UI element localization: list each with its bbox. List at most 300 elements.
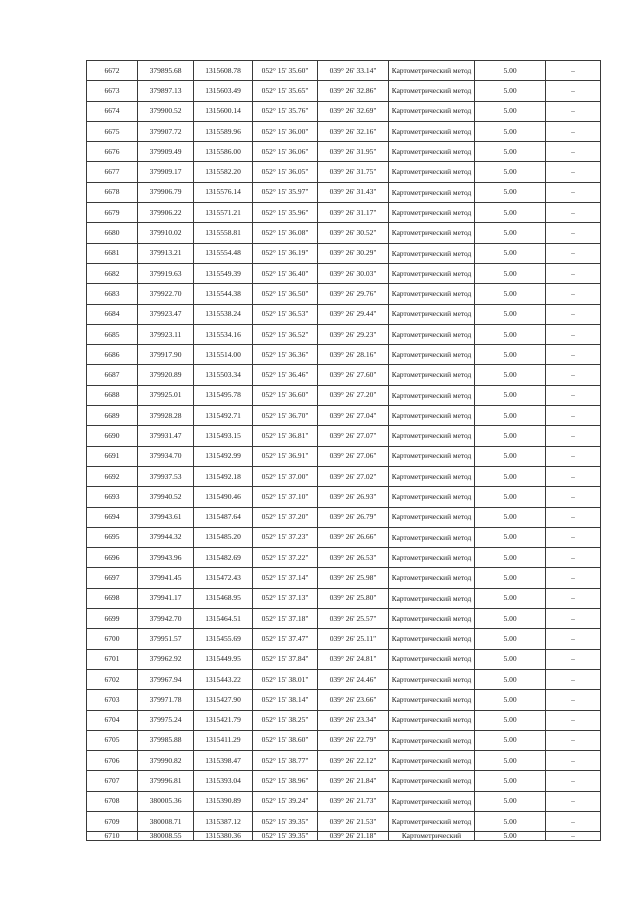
method-cell: Картометрический метод: [389, 406, 475, 426]
x-coordinate-cell: 379967.94: [138, 669, 194, 689]
x-coordinate-cell: 380008.55: [138, 832, 194, 841]
method-cell: Картометрический метод: [389, 263, 475, 283]
coordinates-table: [86, 60, 601, 841]
y-coordinate-cell: 1315390.89: [194, 791, 253, 811]
method-cell: Картометрический метод: [389, 121, 475, 141]
table-row: [87, 142, 601, 162]
point-number-cell: 6692: [87, 466, 138, 486]
latitude-cell: 052° 15' 39.35": [253, 811, 318, 831]
x-coordinate-cell: 379962.92: [138, 649, 194, 669]
accuracy-cell: 5.00: [475, 730, 546, 750]
x-coordinate-cell: 379971.78: [138, 690, 194, 710]
note-cell: –: [546, 101, 601, 121]
note-cell: –: [546, 609, 601, 629]
method-cell: Картометрический метод: [389, 649, 475, 669]
latitude-cell: 052° 15' 36.36": [253, 345, 318, 365]
y-coordinate-cell: 1315549.39: [194, 263, 253, 283]
point-number-cell: 6696: [87, 548, 138, 568]
table-row: [87, 426, 601, 446]
latitude-cell: 052° 15' 36.08": [253, 223, 318, 243]
note-cell: –: [546, 649, 601, 669]
accuracy-cell: 5.00: [475, 121, 546, 141]
latitude-cell: 052° 15' 38.96": [253, 771, 318, 791]
table-row: [87, 466, 601, 486]
x-coordinate-cell: 379900.52: [138, 101, 194, 121]
latitude-cell: 052° 15' 37.47": [253, 629, 318, 649]
latitude-cell: 052° 15' 36.05": [253, 162, 318, 182]
note-cell: –: [546, 669, 601, 689]
y-coordinate-cell: 1315393.04: [194, 771, 253, 791]
method-cell: Картометрический метод: [389, 771, 475, 791]
method-cell: Картометрический метод: [389, 182, 475, 202]
accuracy-cell: 5.00: [475, 487, 546, 507]
longitude-cell: 039° 26' 30.52": [318, 223, 389, 243]
longitude-cell: 039° 26' 31.95": [318, 142, 389, 162]
table-row: [87, 609, 601, 629]
table-row: [87, 527, 601, 547]
longitude-cell: 039° 26' 25.80": [318, 588, 389, 608]
point-number-cell: 6706: [87, 751, 138, 771]
y-coordinate-cell: 1315464.51: [194, 609, 253, 629]
y-coordinate-cell: 1315398.47: [194, 751, 253, 771]
x-coordinate-cell: 379910.02: [138, 223, 194, 243]
table-row: [87, 487, 601, 507]
accuracy-cell: 5.00: [475, 527, 546, 547]
method-cell: Картометрический метод: [389, 487, 475, 507]
longitude-cell: 039° 26' 28.16": [318, 345, 389, 365]
note-cell: –: [546, 426, 601, 446]
x-coordinate-cell: 379897.13: [138, 81, 194, 101]
x-coordinate-cell: 379940.52: [138, 487, 194, 507]
note-cell: –: [546, 243, 601, 263]
latitude-cell: 052° 15' 36.50": [253, 284, 318, 304]
point-number-cell: 6680: [87, 223, 138, 243]
note-cell: –: [546, 730, 601, 750]
latitude-cell: 052° 15' 36.70": [253, 406, 318, 426]
point-number-cell: 6700: [87, 629, 138, 649]
point-number-cell: 6683: [87, 284, 138, 304]
note-cell: –: [546, 466, 601, 486]
latitude-cell: 052° 15' 37.84": [253, 649, 318, 669]
table-row: [87, 101, 601, 121]
x-coordinate-cell: 379917.90: [138, 345, 194, 365]
accuracy-cell: 5.00: [475, 690, 546, 710]
note-cell: –: [546, 507, 601, 527]
y-coordinate-cell: 1315514.00: [194, 345, 253, 365]
latitude-cell: 052° 15' 36.91": [253, 446, 318, 466]
accuracy-cell: 5.00: [475, 345, 546, 365]
x-coordinate-cell: 379942.70: [138, 609, 194, 629]
table-row: [87, 690, 601, 710]
longitude-cell: 039° 26' 32.69": [318, 101, 389, 121]
latitude-cell: 052° 15' 37.13": [253, 588, 318, 608]
y-coordinate-cell: 1315487.64: [194, 507, 253, 527]
accuracy-cell: 5.00: [475, 568, 546, 588]
longitude-cell: 039° 26' 21.84": [318, 771, 389, 791]
longitude-cell: 039° 26' 26.93": [318, 487, 389, 507]
x-coordinate-cell: 379923.47: [138, 304, 194, 324]
longitude-cell: 039° 26' 29.23": [318, 324, 389, 344]
table-row: [87, 263, 601, 283]
y-coordinate-cell: 1315387.12: [194, 811, 253, 831]
longitude-cell: 039° 26' 29.44": [318, 304, 389, 324]
latitude-cell: 052° 15' 38.14": [253, 690, 318, 710]
accuracy-cell: 5.00: [475, 832, 546, 841]
method-cell: Картометрический метод: [389, 609, 475, 629]
point-number-cell: 6707: [87, 771, 138, 791]
note-cell: –: [546, 263, 601, 283]
x-coordinate-cell: 380005.36: [138, 791, 194, 811]
latitude-cell: 052° 15' 36.46": [253, 365, 318, 385]
table-row: [87, 832, 601, 841]
note-cell: –: [546, 182, 601, 202]
x-coordinate-cell: 379941.45: [138, 568, 194, 588]
table-row: [87, 223, 601, 243]
point-number-cell: 6675: [87, 121, 138, 141]
accuracy-cell: 5.00: [475, 263, 546, 283]
point-number-cell: 6687: [87, 365, 138, 385]
x-coordinate-cell: 379951.57: [138, 629, 194, 649]
longitude-cell: 039° 26' 30.29": [318, 243, 389, 263]
latitude-cell: 052° 15' 36.06": [253, 142, 318, 162]
x-coordinate-cell: 379941.17: [138, 588, 194, 608]
latitude-cell: 052° 15' 35.97": [253, 182, 318, 202]
table-row: [87, 345, 601, 365]
x-coordinate-cell: 379990.82: [138, 751, 194, 771]
accuracy-cell: 5.00: [475, 751, 546, 771]
method-cell: Картометрический метод: [389, 223, 475, 243]
accuracy-cell: 5.00: [475, 162, 546, 182]
method-cell: Картометрический метод: [389, 385, 475, 405]
table-row: [87, 182, 601, 202]
table-row: [87, 649, 601, 669]
note-cell: –: [546, 61, 601, 81]
longitude-cell: 039° 26' 26.66": [318, 527, 389, 547]
table-row: [87, 243, 601, 263]
table-row: [87, 791, 601, 811]
latitude-cell: 052° 15' 37.23": [253, 527, 318, 547]
note-cell: –: [546, 345, 601, 365]
x-coordinate-cell: 379913.21: [138, 243, 194, 263]
y-coordinate-cell: 1315472.43: [194, 568, 253, 588]
longitude-cell: 039° 26' 32.86": [318, 81, 389, 101]
longitude-cell: 039° 26' 27.60": [318, 365, 389, 385]
point-number-cell: 6698: [87, 588, 138, 608]
method-cell: Картометрический метод: [389, 101, 475, 121]
latitude-cell: 052° 15' 37.22": [253, 548, 318, 568]
y-coordinate-cell: 1315468.95: [194, 588, 253, 608]
x-coordinate-cell: 379937.53: [138, 466, 194, 486]
point-number-cell: 6676: [87, 142, 138, 162]
note-cell: –: [546, 811, 601, 831]
table-row: [87, 162, 601, 182]
accuracy-cell: 5.00: [475, 365, 546, 385]
accuracy-cell: 5.00: [475, 466, 546, 486]
table-row: [87, 507, 601, 527]
note-cell: –: [546, 385, 601, 405]
longitude-cell: 039° 26' 26.53": [318, 548, 389, 568]
point-number-cell: 6697: [87, 568, 138, 588]
note-cell: –: [546, 142, 601, 162]
accuracy-cell: 5.00: [475, 649, 546, 669]
point-number-cell: 6672: [87, 61, 138, 81]
note-cell: –: [546, 284, 601, 304]
y-coordinate-cell: 1315427.90: [194, 690, 253, 710]
method-cell: Картометрический метод: [389, 466, 475, 486]
longitude-cell: 039° 26' 21.73": [318, 791, 389, 811]
latitude-cell: 052° 15' 37.14": [253, 568, 318, 588]
longitude-cell: 039° 26' 27.06": [318, 446, 389, 466]
x-coordinate-cell: 379920.89: [138, 365, 194, 385]
accuracy-cell: 5.00: [475, 710, 546, 730]
accuracy-cell: 5.00: [475, 791, 546, 811]
latitude-cell: 052° 15' 36.40": [253, 263, 318, 283]
table-row: [87, 365, 601, 385]
latitude-cell: 052° 15' 37.20": [253, 507, 318, 527]
note-cell: –: [546, 527, 601, 547]
longitude-cell: 039° 26' 25.57": [318, 609, 389, 629]
point-number-cell: 6694: [87, 507, 138, 527]
y-coordinate-cell: 1315455.69: [194, 629, 253, 649]
note-cell: –: [546, 162, 601, 182]
method-cell: Картометрический метод: [389, 426, 475, 446]
y-coordinate-cell: 1315608.78: [194, 61, 253, 81]
point-number-cell: 6684: [87, 304, 138, 324]
longitude-cell: 039° 26' 23.66": [318, 690, 389, 710]
table-row: [87, 61, 601, 81]
method-cell: Картометрический метод: [389, 751, 475, 771]
point-number-cell: 6673: [87, 81, 138, 101]
longitude-cell: 039° 26' 26.79": [318, 507, 389, 527]
y-coordinate-cell: 1315558.81: [194, 223, 253, 243]
latitude-cell: 052° 15' 38.77": [253, 751, 318, 771]
note-cell: –: [546, 487, 601, 507]
note-cell: –: [546, 771, 601, 791]
table-row: [87, 304, 601, 324]
accuracy-cell: 5.00: [475, 771, 546, 791]
latitude-cell: 052° 15' 35.96": [253, 203, 318, 223]
longitude-cell: 039° 26' 25.98": [318, 568, 389, 588]
y-coordinate-cell: 1315492.71: [194, 406, 253, 426]
latitude-cell: 052° 15' 37.18": [253, 609, 318, 629]
y-coordinate-cell: 1315554.48: [194, 243, 253, 263]
y-coordinate-cell: 1315503.34: [194, 365, 253, 385]
longitude-cell: 039° 26' 31.75": [318, 162, 389, 182]
note-cell: –: [546, 568, 601, 588]
longitude-cell: 039° 26' 25.11": [318, 629, 389, 649]
longitude-cell: 039° 26' 21.53": [318, 811, 389, 831]
latitude-cell: 052° 15' 35.65": [253, 81, 318, 101]
latitude-cell: 052° 15' 35.76": [253, 101, 318, 121]
point-number-cell: 6701: [87, 649, 138, 669]
accuracy-cell: 5.00: [475, 284, 546, 304]
table-row: [87, 406, 601, 426]
y-coordinate-cell: 1315576.14: [194, 182, 253, 202]
point-number-cell: 6693: [87, 487, 138, 507]
point-number-cell: 6688: [87, 385, 138, 405]
note-cell: –: [546, 629, 601, 649]
longitude-cell: 039° 26' 30.03": [318, 263, 389, 283]
y-coordinate-cell: 1315449.95: [194, 649, 253, 669]
latitude-cell: 052° 15' 39.35": [253, 832, 318, 841]
table-row: [87, 568, 601, 588]
accuracy-cell: 5.00: [475, 609, 546, 629]
longitude-cell: 039° 26' 27.07": [318, 426, 389, 446]
method-cell: Картометрический метод: [389, 81, 475, 101]
latitude-cell: 052° 15' 36.53": [253, 304, 318, 324]
point-number-cell: 6682: [87, 263, 138, 283]
note-cell: –: [546, 203, 601, 223]
note-cell: –: [546, 548, 601, 568]
accuracy-cell: 5.00: [475, 548, 546, 568]
x-coordinate-cell: 379928.28: [138, 406, 194, 426]
method-cell: Картометрический метод: [389, 324, 475, 344]
method-cell: Картометрический метод: [389, 507, 475, 527]
note-cell: –: [546, 791, 601, 811]
method-cell: Картометрический метод: [389, 345, 475, 365]
x-coordinate-cell: 379985.88: [138, 730, 194, 750]
longitude-cell: 039° 26' 31.43": [318, 182, 389, 202]
table-body: [87, 61, 601, 841]
x-coordinate-cell: 379919.63: [138, 263, 194, 283]
point-number-cell: 6674: [87, 101, 138, 121]
x-coordinate-cell: 379975.24: [138, 710, 194, 730]
x-coordinate-cell: 379909.17: [138, 162, 194, 182]
y-coordinate-cell: 1315443.22: [194, 669, 253, 689]
point-number-cell: 6702: [87, 669, 138, 689]
longitude-cell: 039° 26' 27.04": [318, 406, 389, 426]
latitude-cell: 052° 15' 36.52": [253, 324, 318, 344]
table-row: [87, 446, 601, 466]
accuracy-cell: 5.00: [475, 426, 546, 446]
y-coordinate-cell: 1315492.18: [194, 466, 253, 486]
note-cell: –: [546, 121, 601, 141]
x-coordinate-cell: 379931.47: [138, 426, 194, 446]
point-number-cell: 6681: [87, 243, 138, 263]
table-row: [87, 385, 601, 405]
method-cell: Картометрический метод: [389, 527, 475, 547]
method-cell: Картометрический метод: [389, 284, 475, 304]
table-row: [87, 588, 601, 608]
longitude-cell: 039° 26' 33.14": [318, 61, 389, 81]
y-coordinate-cell: 1315589.96: [194, 121, 253, 141]
longitude-cell: 039° 26' 31.17": [318, 203, 389, 223]
x-coordinate-cell: 379996.81: [138, 771, 194, 791]
point-number-cell: 6690: [87, 426, 138, 446]
longitude-cell: 039° 26' 24.81": [318, 649, 389, 669]
note-cell: –: [546, 588, 601, 608]
point-number-cell: 6704: [87, 710, 138, 730]
note-cell: –: [546, 81, 601, 101]
table-row: [87, 548, 601, 568]
x-coordinate-cell: 379906.79: [138, 182, 194, 202]
longitude-cell: 039° 26' 22.12": [318, 751, 389, 771]
point-number-cell: 6685: [87, 324, 138, 344]
accuracy-cell: 5.00: [475, 101, 546, 121]
note-cell: –: [546, 304, 601, 324]
accuracy-cell: 5.00: [475, 811, 546, 831]
x-coordinate-cell: 379943.96: [138, 548, 194, 568]
longitude-cell: 039° 26' 23.34": [318, 710, 389, 730]
y-coordinate-cell: 1315380.36: [194, 832, 253, 841]
x-coordinate-cell: 379944.32: [138, 527, 194, 547]
table-row: [87, 771, 601, 791]
longitude-cell: 039° 26' 24.46": [318, 669, 389, 689]
y-coordinate-cell: 1315538.24: [194, 304, 253, 324]
accuracy-cell: 5.00: [475, 406, 546, 426]
longitude-cell: 039° 26' 32.16": [318, 121, 389, 141]
accuracy-cell: 5.00: [475, 223, 546, 243]
table-row: [87, 203, 601, 223]
y-coordinate-cell: 1315571.21: [194, 203, 253, 223]
method-cell: Картометрический метод: [389, 629, 475, 649]
table-row: [87, 730, 601, 750]
method-cell: Картометрический метод: [389, 588, 475, 608]
y-coordinate-cell: 1315485.20: [194, 527, 253, 547]
latitude-cell: 052° 15' 38.25": [253, 710, 318, 730]
point-number-cell: 6686: [87, 345, 138, 365]
method-cell: Картометрический метод: [389, 730, 475, 750]
point-number-cell: 6691: [87, 446, 138, 466]
accuracy-cell: 5.00: [475, 182, 546, 202]
note-cell: –: [546, 832, 601, 841]
method-cell: Картометрический метод: [389, 203, 475, 223]
latitude-cell: 052° 15' 36.81": [253, 426, 318, 446]
point-number-cell: 6705: [87, 730, 138, 750]
point-number-cell: 6708: [87, 791, 138, 811]
table-row: [87, 629, 601, 649]
y-coordinate-cell: 1315482.69: [194, 548, 253, 568]
accuracy-cell: 5.00: [475, 324, 546, 344]
y-coordinate-cell: 1315495.78: [194, 385, 253, 405]
method-cell: Картометрический метод: [389, 162, 475, 182]
x-coordinate-cell: 379895.68: [138, 61, 194, 81]
x-coordinate-cell: 379923.11: [138, 324, 194, 344]
table-row: [87, 324, 601, 344]
method-cell: Картометрический метод: [389, 304, 475, 324]
note-cell: –: [546, 223, 601, 243]
table-row: [87, 669, 601, 689]
accuracy-cell: 5.00: [475, 446, 546, 466]
accuracy-cell: 5.00: [475, 203, 546, 223]
point-number-cell: 6695: [87, 527, 138, 547]
point-number-cell: 6709: [87, 811, 138, 831]
method-cell: Картометрический метод: [389, 811, 475, 831]
x-coordinate-cell: 379906.22: [138, 203, 194, 223]
method-cell: Картометрический метод: [389, 791, 475, 811]
table-row: [87, 751, 601, 771]
longitude-cell: 039° 26' 27.20": [318, 385, 389, 405]
method-cell: Картометрический метод: [389, 548, 475, 568]
y-coordinate-cell: 1315603.49: [194, 81, 253, 101]
method-cell: Картометрический метод: [389, 710, 475, 730]
point-number-cell: 6710: [87, 832, 138, 841]
y-coordinate-cell: 1315421.79: [194, 710, 253, 730]
method-cell: Картометрический метод: [389, 243, 475, 263]
latitude-cell: 052° 15' 38.01": [253, 669, 318, 689]
note-cell: –: [546, 406, 601, 426]
x-coordinate-cell: 379922.70: [138, 284, 194, 304]
accuracy-cell: 5.00: [475, 385, 546, 405]
point-number-cell: 6689: [87, 406, 138, 426]
method-cell: Картометрический метод: [389, 365, 475, 385]
method-cell: Картометрический метод: [389, 669, 475, 689]
latitude-cell: 052° 15' 36.00": [253, 121, 318, 141]
x-coordinate-cell: 379943.61: [138, 507, 194, 527]
x-coordinate-cell: 380008.71: [138, 811, 194, 831]
latitude-cell: 052° 15' 38.60": [253, 730, 318, 750]
table-row: [87, 811, 601, 831]
